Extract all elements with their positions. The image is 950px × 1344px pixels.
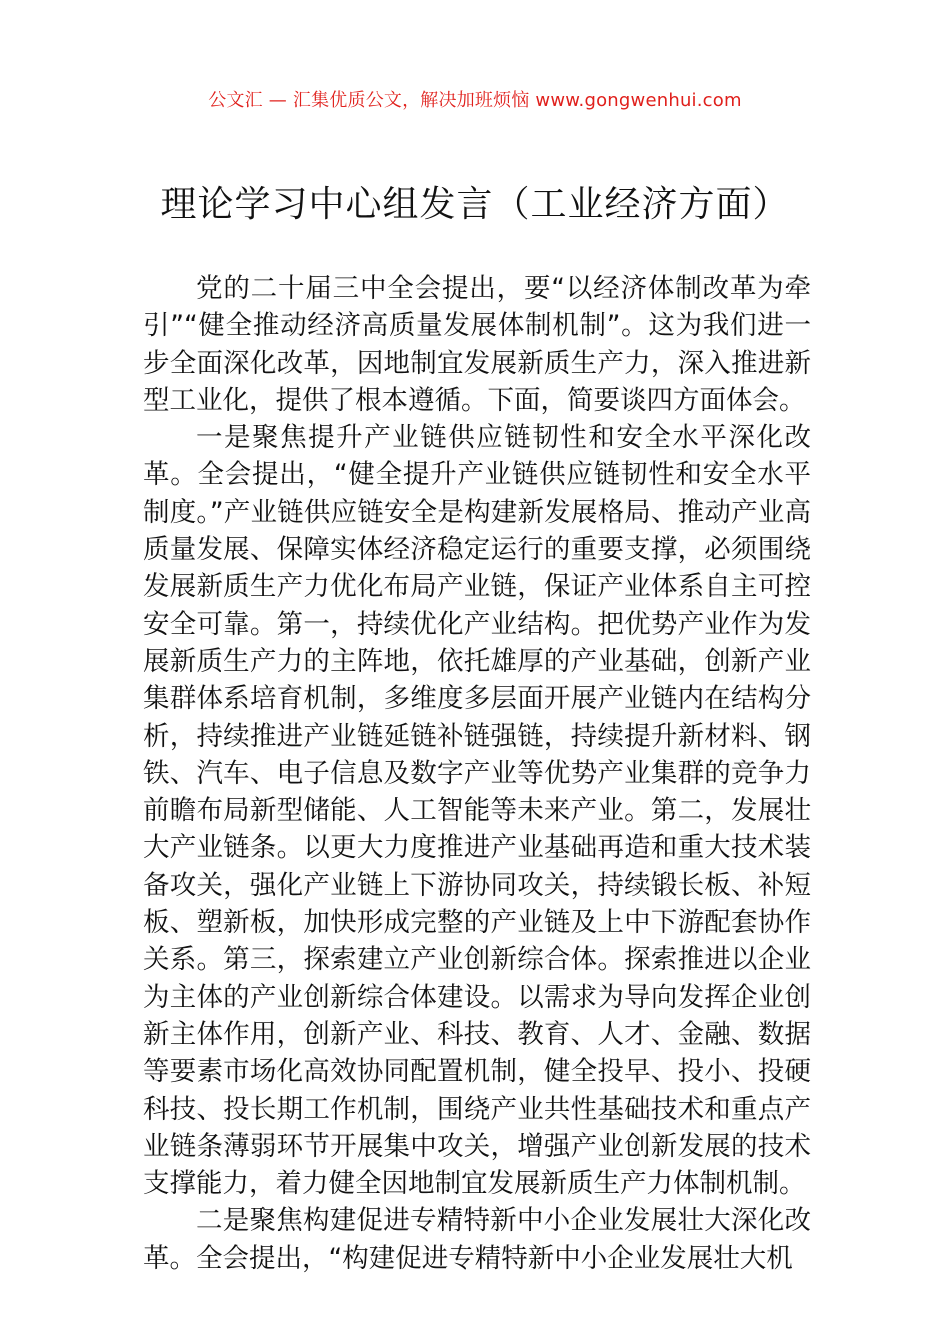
paragraph-point-two: 二是聚焦构建促进专精特新中小企业发展壮大深化改革。全会提出，“构建促进专精特新中小企业发展壮大机 [143, 1205, 811, 1274]
paragraph-point-one: 一是聚焦提升产业链供应链韧性和安全水平深化改革。全会提出，“健全提升产业链供应链韧性和安全水平制度。”产业链供应链安全是构建新发展格局、推动产业高质量发展、保障实体经济稳定运行的重要支撑，必须围绕发展新质生产力优化布局产业链，保证产业体系自主可控安全可靠。第一，持续优化产业结构。把优势产业作为发展新质生产力的主阵地，依托雄厚的产业基础，创新产业集群体系培育机制，多维度多层面开展产业链内在结构分析，持续推进产业链延链补链强链，持续提升新材料、钢铁、汽车、电子信息及数字产业等优势产业集群的竞争力前瞻布局新型储能、人工智能等未来产业。第二，发展壮大产业链条。以更大力度推进产业基础再造和重大技术装备攻关，强化产业链上下游协同攻关，持续锻长板、补短板、塑新板，加快形成完整的产业链及上中下游配套协作关系。第三，探索建立产业创新综合体。探索推进以企业为主体的产业创新综合体建设。以需求为导向发挥企业创新主体作用，创新产业、科技、教育、人才、金融、数据等要素市场化高效协同配置机制，健全投早、投小、投硬科技、投长期工作机制，围绕产业共性基础技术和重点产业链条薄弱环节开展集中攻关，增强产业创新发展的技术支撑能力，着力健全因地制宜发展新质生产力体制机制。 [143, 422, 811, 1200]
document-body [143, 270, 811, 1277]
document-title: 理论学习中心组发言（工业经济方面） [160, 184, 790, 225]
header-banner[interactable]: 公文汇 — 汇集优质公文，解决加班烦恼 www.gongwenhui.com [208, 90, 742, 111]
paragraph-intro: 党的二十届三中全会提出，要“以经济体制改革为牵引”“健全推动经济高质量发展体制机制”。这为我们进一步全面深化改革，因地制宜发展新质生产力，深入推进新型工业化，提供了根本遵循。下面，简要谈四方面体会。 [143, 273, 811, 416]
